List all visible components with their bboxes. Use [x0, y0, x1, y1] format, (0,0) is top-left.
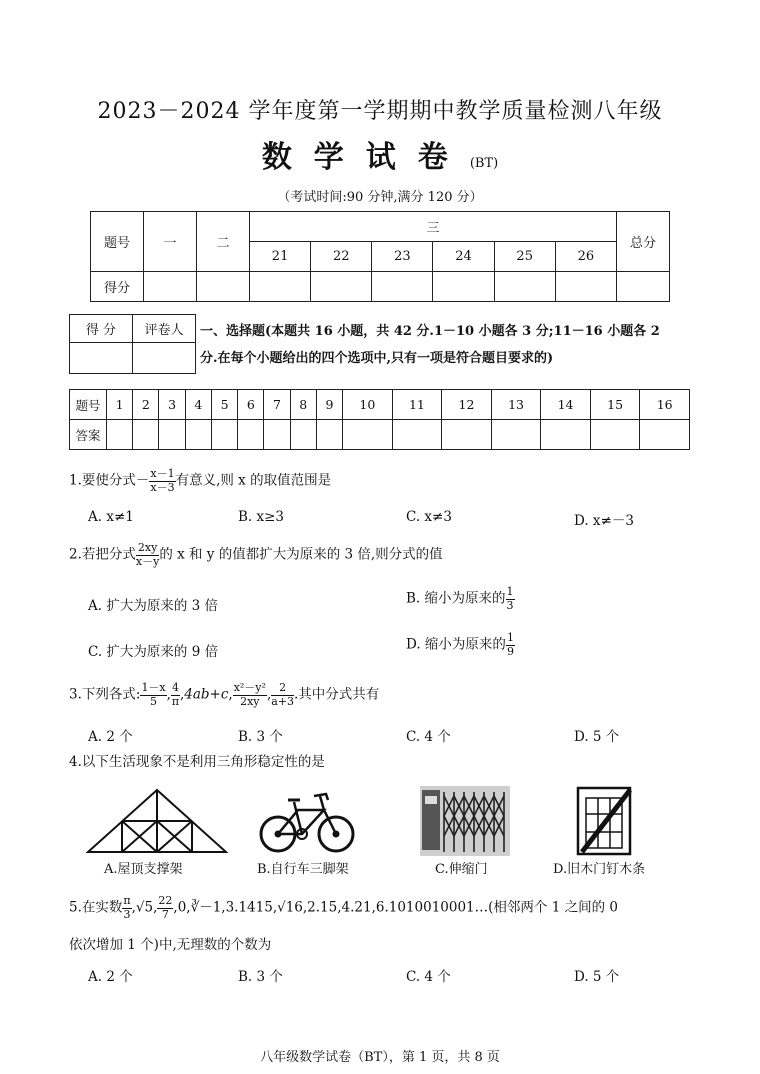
- q3-f3: [233, 682, 267, 708]
- question-2: [69, 542, 443, 568]
- answer-number-9: 9: [316, 390, 342, 420]
- roof-truss-image[interactable]: [86, 786, 228, 856]
- q2-option-d-fraction: [506, 632, 515, 658]
- answer-cell-10[interactable]: [343, 420, 393, 450]
- grader-name-cell[interactable]: [133, 343, 196, 374]
- old-door-image[interactable]: [576, 786, 632, 856]
- answer-number-1: 1: [107, 390, 133, 420]
- answer-cell-8[interactable]: [290, 420, 316, 450]
- score-cell[interactable]: [494, 272, 555, 302]
- q2-option-d-den: 9: [506, 644, 514, 658]
- q5-option-d[interactable]: D. 5 个: [574, 969, 620, 985]
- score-table-sub: 22: [311, 242, 372, 272]
- answer-cell-7[interactable]: [264, 420, 290, 450]
- score-cell[interactable]: [250, 272, 311, 302]
- q5-f2: [157, 895, 173, 921]
- q3-f2-num: 4: [171, 681, 179, 694]
- q5-option-b[interactable]: B. 3 个: [238, 969, 283, 985]
- answer-cell-4[interactable]: [185, 420, 211, 450]
- q5-sqrt5: √5: [135, 899, 154, 916]
- q3-f1-den: 5: [150, 694, 158, 708]
- answer-number-6: 6: [238, 390, 264, 420]
- answer-cell-5[interactable]: [211, 420, 237, 450]
- answer-number-2: 2: [133, 390, 159, 420]
- q3-prefix: 3.下列各式:: [69, 686, 141, 703]
- caption-a: A.屋顶支撑架: [104, 862, 183, 877]
- q2-option-b[interactable]: [406, 586, 515, 612]
- score-table-sub: 24: [433, 242, 494, 272]
- q5-prefix: 5.在实数: [69, 899, 123, 916]
- grader-score-cell[interactable]: [70, 343, 133, 374]
- answer-cell-1[interactable]: [107, 420, 133, 450]
- question-4: 4.以下生活现象不是利用三角形稳定性的是: [69, 754, 325, 770]
- score-table-sub: 23: [372, 242, 433, 272]
- answer-table-a-label: 答案: [70, 420, 107, 450]
- subject-name: 数学试卷: [261, 140, 470, 175]
- q2-option-d[interactable]: [406, 632, 515, 658]
- q2-den: x－y: [135, 554, 160, 568]
- q5-f2-num: 22: [158, 894, 173, 907]
- q3-option-a[interactable]: A. 2 个: [88, 729, 133, 745]
- caption-d: D.旧木门钉木条: [553, 862, 646, 877]
- q1-suffix: 有意义,则 x 的取值范围是: [175, 472, 332, 489]
- grader-score-label: 得 分: [70, 315, 133, 343]
- q1-option-d[interactable]: D. x≠－3: [574, 513, 634, 529]
- q3-mid: 4ab+c: [184, 686, 229, 703]
- q2-option-d-num: 1: [506, 631, 514, 644]
- answer-number-3: 3: [159, 390, 185, 420]
- score-table-part2: 二: [197, 212, 250, 272]
- caption-c: C.伸缩门: [435, 862, 488, 877]
- answer-cell-9[interactable]: [316, 420, 342, 450]
- score-cell[interactable]: [144, 272, 197, 302]
- q5-option-c[interactable]: C. 4 个: [406, 969, 451, 985]
- q1-fraction: [149, 468, 175, 494]
- q1-prefix: 1.要使分式－: [69, 472, 150, 489]
- score-table-score-label: 得分: [91, 272, 144, 302]
- answer-cell-2[interactable]: [133, 420, 159, 450]
- q3-f1-num: 1－x: [141, 681, 166, 694]
- score-table: [90, 211, 670, 302]
- section1-instructions: [200, 318, 700, 372]
- q5-rest: ,0,∛－1,3.1415,√16,2.15,4.21,6.1010010001…(相邻两个 1 之间的 0: [173, 899, 618, 916]
- q3-f4-den: a+3: [271, 694, 295, 708]
- caption-b: B.自行车三脚架: [257, 862, 349, 877]
- q2-suffix: 的 x 和 y 的值都扩大为原来的 3 倍,则分式的值: [159, 546, 443, 563]
- q5-f1-den: 3: [123, 907, 131, 921]
- answer-number-4: 4: [185, 390, 211, 420]
- section1-line1: 一、选择题(本题共 16 小题，共 42 分.1－10 小题各 3 分;11－16 小题各 2: [200, 324, 660, 339]
- score-cell[interactable]: [433, 272, 494, 302]
- answer-number-12: 12: [442, 390, 492, 420]
- score-table-sub: 25: [494, 242, 555, 272]
- q5-line2: 依次增加 1 个)中,无理数的个数为: [69, 937, 272, 953]
- answer-cell-15[interactable]: [590, 420, 640, 450]
- answer-cell-3[interactable]: [159, 420, 185, 450]
- score-table-part1: 一: [144, 212, 197, 272]
- answer-cell-14[interactable]: [541, 420, 591, 450]
- answer-number-7: 7: [264, 390, 290, 420]
- folding-gate-image[interactable]: [420, 786, 510, 856]
- score-cell[interactable]: [617, 272, 670, 302]
- score-table-sub: 26: [555, 242, 616, 272]
- bicycle-image[interactable]: [258, 786, 356, 856]
- q3-suffix: .其中分式共有: [294, 686, 380, 703]
- answer-number-5: 5: [211, 390, 237, 420]
- grader-name-label: 评卷人: [133, 315, 196, 343]
- answer-cell-6[interactable]: [238, 420, 264, 450]
- q2-num: 2xy: [137, 541, 158, 554]
- page-footer: 八年级数学试卷（BT），第 1 页，共 8 页: [260, 1050, 500, 1065]
- q2-option-b-fraction: [506, 586, 515, 612]
- exam-info: （考试时间:90 分钟,满分 120 分）: [277, 190, 483, 205]
- q2-fraction: [136, 542, 159, 568]
- answer-cell-13[interactable]: [491, 420, 541, 450]
- answer-number-10: 10: [343, 390, 393, 420]
- q3-option-b[interactable]: B. 3 个: [238, 729, 283, 745]
- grader-table: [69, 314, 196, 374]
- q3-f3-num: x²－y²: [233, 681, 266, 694]
- score-table-q-label: 题号: [91, 212, 144, 272]
- q1-num: x－1: [150, 467, 175, 480]
- q3-f3-den: 2xy: [240, 694, 260, 708]
- answer-cell-11[interactable]: [392, 420, 442, 450]
- score-table-sub: 21: [250, 242, 311, 272]
- score-cell[interactable]: [197, 272, 250, 302]
- q5-option-a[interactable]: A. 2 个: [88, 969, 133, 985]
- score-cell[interactable]: [555, 272, 616, 302]
- score-table-part3: 三: [250, 212, 617, 242]
- answer-number-16: 16: [640, 390, 690, 420]
- q5-f1-num: π: [123, 894, 131, 907]
- q3-option-c[interactable]: C. 4 个: [406, 729, 451, 745]
- score-cell[interactable]: [372, 272, 433, 302]
- subject-suffix: (BT): [469, 156, 499, 171]
- q5-f1: [122, 895, 131, 921]
- q3-f2: [171, 682, 180, 708]
- question-1: [69, 468, 331, 494]
- q3-f2-den: π: [171, 694, 180, 708]
- q1-option-c[interactable]: C. x≠3: [406, 509, 452, 525]
- q3-option-d[interactable]: D. 5 个: [574, 729, 620, 745]
- score-cell[interactable]: [311, 272, 372, 302]
- exam-title: 2023－2024 学年度第一学期期中教学质量检测八年级: [97, 99, 663, 124]
- answer-cell-16[interactable]: [640, 420, 690, 450]
- answer-cell-12[interactable]: [442, 420, 492, 450]
- q3-f4-num: 2: [271, 682, 294, 696]
- q1-option-b[interactable]: B. x≥3: [238, 509, 285, 525]
- q3-f4: [271, 682, 294, 708]
- question-5: 5.在实数 $\frac{\pi}{3}$ ,√5, $\frac{22}{7}$ ,0,∛－1,3.1415,√16,2.15,4.21,6.1010010001…(相邻两个 1 之间的 0: [69, 894, 618, 921]
- q2-option-d-text: D. 缩小为原来的: [406, 636, 506, 653]
- section1-line2: 分.在每个小题给出的四个选项中,只有一项是符合题目要求的): [200, 351, 554, 366]
- question-3: 3.下列各式: $\frac{1-x}{5}$ , $\frac{4}{\pi}$ ,4ab+c, $\frac{\text{x²－y²}}{2xy}$ , $\frac{2}{a+3}$ .其中分式共有: [69, 681, 380, 708]
- answer-table: [69, 389, 690, 450]
- answer-number-11: 11: [392, 390, 442, 420]
- q2-option-b-text: B. 缩小为原来的: [406, 590, 506, 607]
- q5-f2-den: 7: [161, 907, 169, 921]
- answer-number-14: 14: [541, 390, 591, 420]
- q2-option-b-num: 1: [506, 585, 514, 598]
- q2-prefix: 2.若把分式: [69, 546, 136, 563]
- answer-number-8: 8: [290, 390, 316, 420]
- q2-option-c[interactable]: C. 扩大为原来的 9 倍: [88, 644, 219, 660]
- answer-table-q-label: 题号: [70, 390, 107, 420]
- score-table-total: 总分: [617, 212, 670, 272]
- q1-option-a[interactable]: A. x≠1: [88, 509, 134, 525]
- answer-number-15: 15: [590, 390, 640, 420]
- q1-den: x－3: [150, 480, 175, 494]
- q2-option-a[interactable]: A. 扩大为原来的 3 倍: [88, 598, 219, 614]
- q2-option-b-den: 3: [506, 598, 514, 612]
- answer-number-13: 13: [491, 390, 541, 420]
- q3-f1: [140, 682, 166, 708]
- subject-title: [0, 132, 760, 176]
